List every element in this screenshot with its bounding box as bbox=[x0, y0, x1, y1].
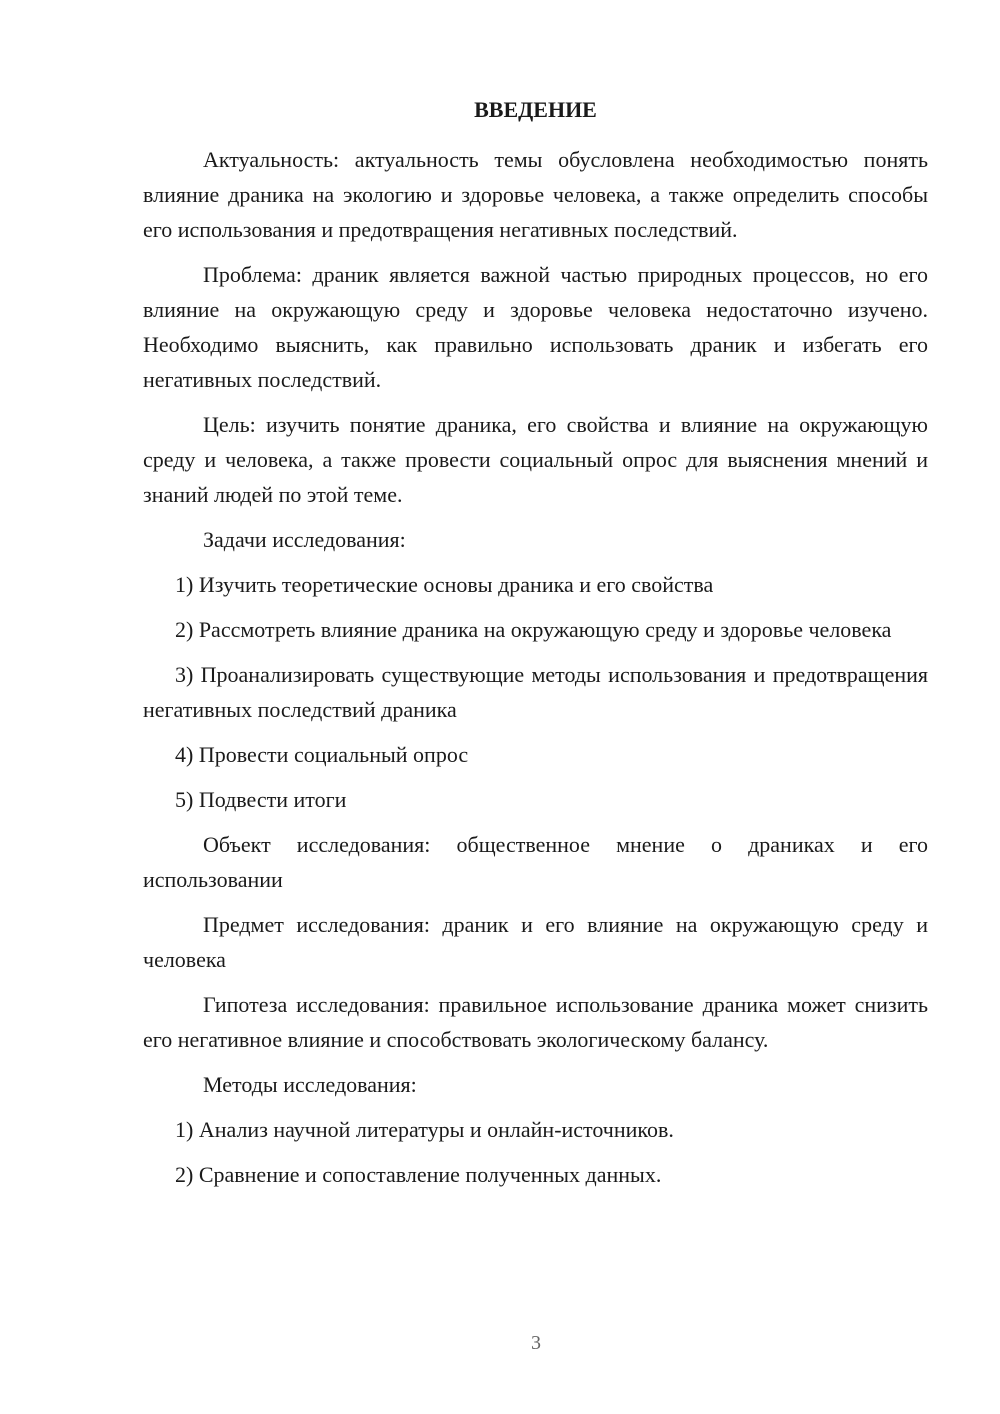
method-item-1: 1) Анализ научной литературы и онлайн-источников. bbox=[175, 1117, 674, 1142]
object-paragraph: Объект исследования: общественное мнение о драниках и его использовании bbox=[143, 832, 928, 892]
methods-heading: Методы исследования: bbox=[203, 1072, 417, 1097]
task-item-3: 3) Проанализировать существующие методы использования и предотвращения негативных последствий драника bbox=[143, 662, 928, 722]
task-item-1: 1) Изучить теоретические основы драника и его свойства bbox=[175, 572, 714, 597]
method-item-2: 2) Сравнение и сопоставление полученных данных. bbox=[175, 1162, 662, 1187]
relevance-paragraph: Актуальность: актуальность темы обусловлена необходимостью понять влияние драника на экологию и здоровье человека, а также определить способы его использования и предотвращения негативных последствий. bbox=[143, 147, 928, 242]
task-item-2: 2) Рассмотреть влияние драника на окружающую среду и здоровье человека bbox=[175, 617, 892, 642]
section-title: ВВЕДЕНИЕ bbox=[474, 97, 597, 122]
page-number: 3 bbox=[531, 1332, 541, 1354]
subject-paragraph: Предмет исследования: драник и его влияние на окружающую среду и человека bbox=[143, 912, 928, 972]
problem-paragraph: Проблема: драник является важной частью природных процессов, но его влияние на окружающую среду и здоровье человека недостаточно изучено. Необходимо выяснить, как правильно использовать драник и избегать его негативных последствий. bbox=[143, 262, 928, 392]
tasks-heading: Задачи исследования: bbox=[203, 527, 406, 552]
task-item-4: 4) Провести социальный опрос bbox=[175, 742, 469, 767]
page-content bbox=[143, 92, 928, 1202]
hypothesis-paragraph: Гипотеза исследования: правильное использование драника может снизить его негативное влияние и способствовать экологическому балансу. bbox=[143, 992, 928, 1052]
goal-paragraph: Цель: изучить понятие драника, его свойства и влияние на окружающую среду и человека, а также провести социальный опрос для выяснения мнений и знаний людей по этой теме. bbox=[143, 412, 928, 507]
task-item-5: 5) Подвести итоги bbox=[175, 787, 347, 812]
